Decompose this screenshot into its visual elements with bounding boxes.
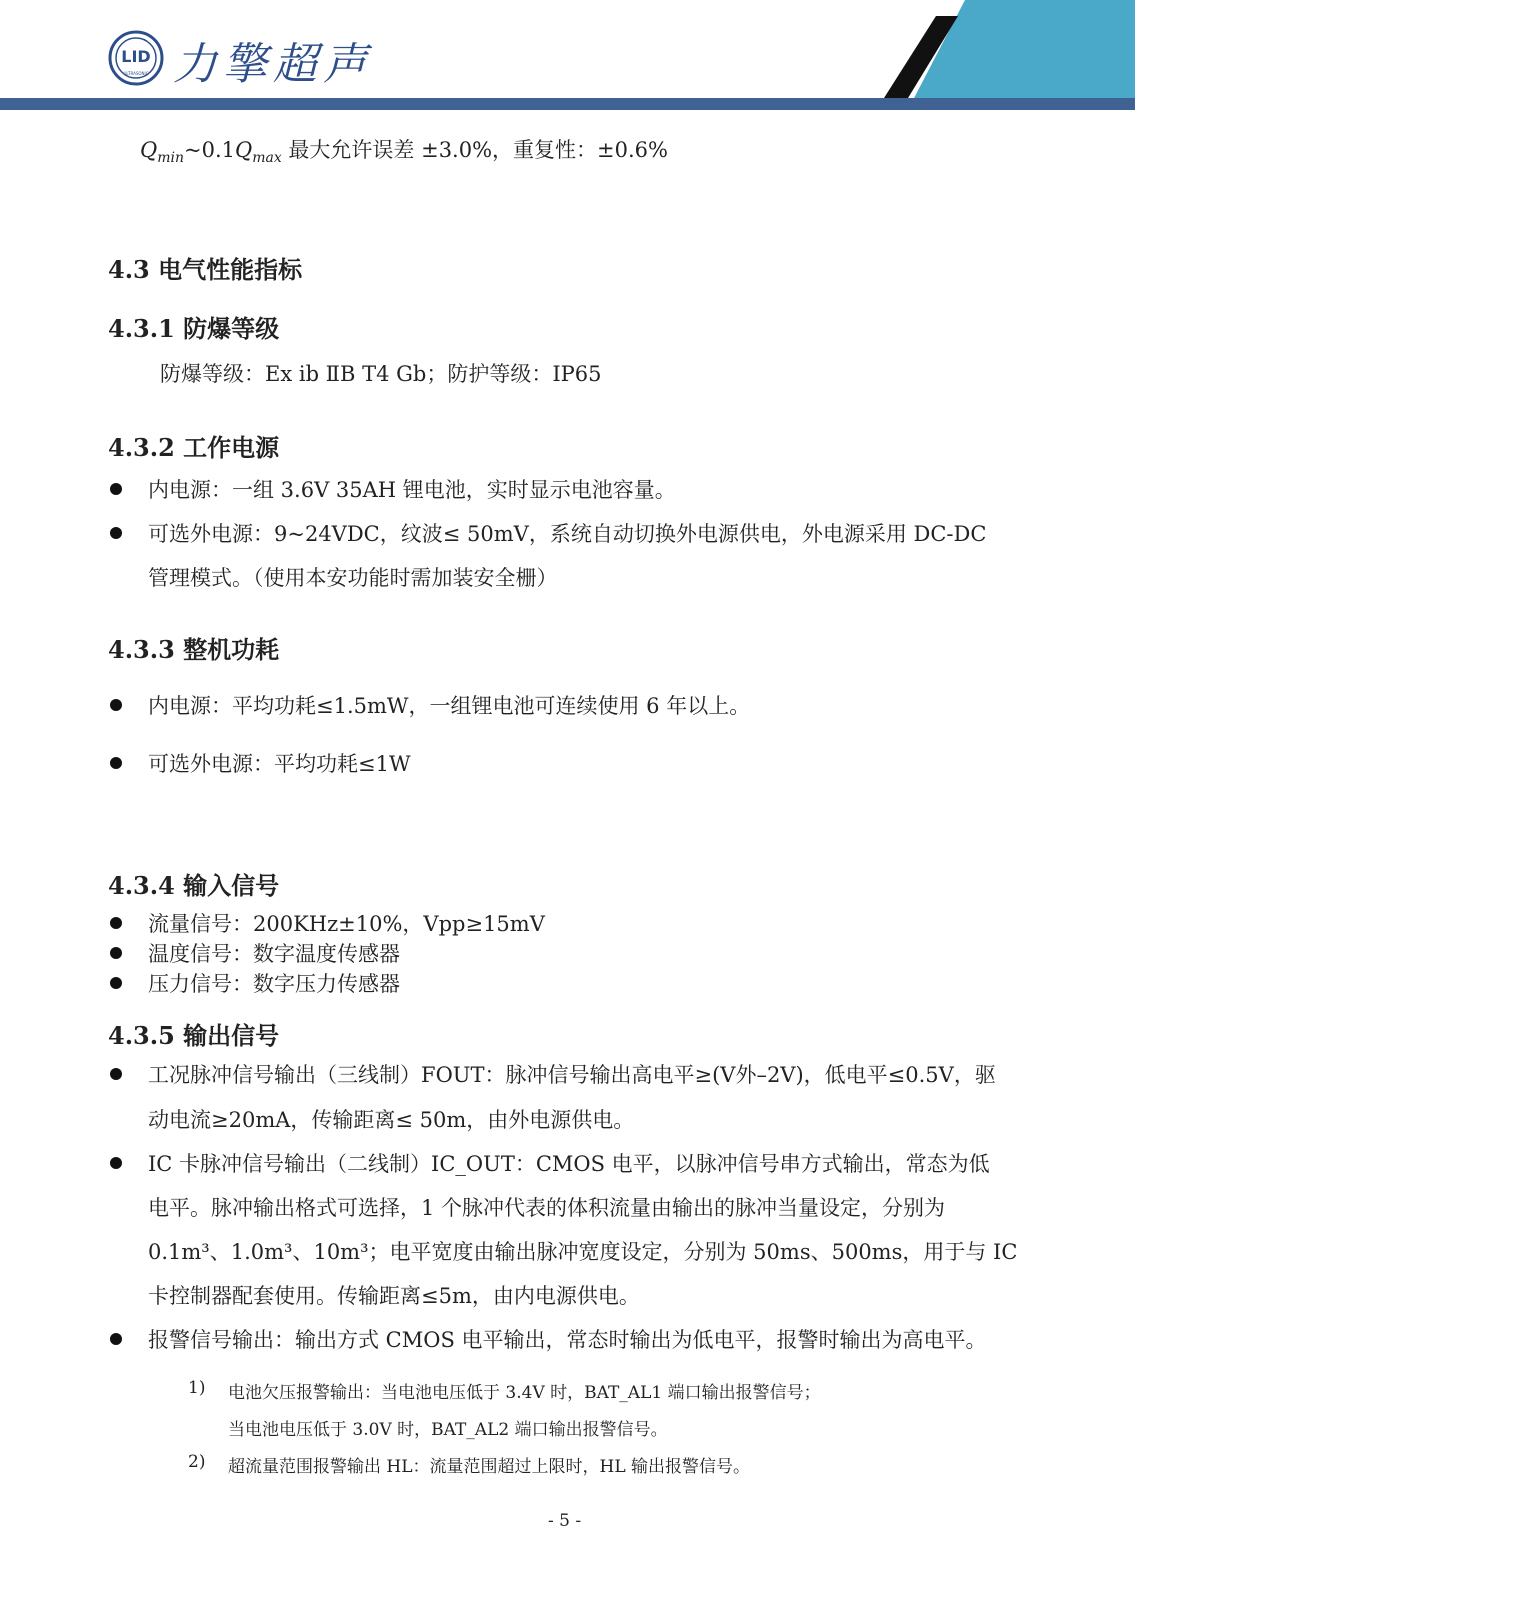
bullet-icon	[110, 1157, 122, 1169]
bullet-icon	[110, 527, 122, 539]
list-item: IC 卡脉冲信号输出（二线制）IC_OUT：CMOS 电平，以脉冲信号串方式输出，常态为低	[148, 1152, 990, 1176]
list-item: 报警信号输出：输出方式 CMOS 电平输出，常态时输出为低电平，报警时输出为高电平。	[148, 1328, 987, 1352]
explosion-grade-text: 防爆等级：Ex ib ⅡB T4 Gb；防护等级：IP65	[160, 362, 602, 386]
bullet-icon	[110, 699, 122, 711]
list-item-continuation: 管理模式。（使用本安功能时需加装安全栅）	[148, 566, 558, 590]
header-decoration	[0, 0, 1135, 112]
page-number: - 5 -	[548, 1511, 582, 1531]
bullet-icon	[110, 757, 122, 769]
brand-name: 力擎超声	[173, 39, 373, 90]
svg-text:ULTRASONIC: ULTRASONIC	[123, 71, 149, 76]
heading-4-3-5: 4.3.5 输出信号	[108, 1021, 280, 1050]
heading-4-3-1: 4.3.1 防爆等级	[108, 314, 280, 343]
bullet-icon	[110, 483, 122, 495]
company-logo-icon	[108, 30, 164, 86]
header-cyan-shape	[912, 0, 1135, 102]
bullet-icon	[110, 1333, 122, 1345]
list-item: 压力信号：数字压力传感器	[148, 972, 400, 996]
list-item-continuation: 0.1m³、1.0m³、10m³；电平宽度由输出脉冲宽度设定，分别为 50ms、500ms，用于与 IC	[148, 1240, 1018, 1264]
heading-4-3-3: 4.3.3 整机功耗	[108, 635, 280, 664]
formula-tilde: ~0.1	[184, 138, 235, 162]
alarm-item-text: 超流量范围报警输出 HL：流量范围超过上限时，HL 输出报警信号。	[228, 1457, 751, 1477]
bullet-icon	[110, 977, 122, 989]
formula-max-sub: max	[252, 150, 282, 167]
bullet-icon	[110, 1068, 122, 1080]
accuracy-formula	[140, 134, 668, 166]
header-bar	[0, 98, 1135, 110]
formula-q-min: Q	[140, 138, 158, 162]
list-item: 温度信号：数字温度传感器	[148, 942, 400, 966]
formula-text: 最大允许误差 ±3.0%，重复性：±0.6%	[281, 138, 668, 162]
svg-text:LID: LID	[121, 47, 151, 66]
list-item-continuation: 卡控制器配套使用。传输距离≤5m，由内电源供电。	[148, 1284, 640, 1308]
heading-4-3: 4.3 电气性能指标	[108, 255, 303, 284]
bullet-icon	[110, 947, 122, 959]
alarm-item-number: 2)	[188, 1452, 206, 1472]
formula-q-max: Q	[235, 138, 253, 162]
heading-4-3-2: 4.3.2 工作电源	[108, 433, 280, 462]
page-header	[0, 0, 1135, 112]
list-item: 工况脉冲信号输出（三线制）FOUT：脉冲信号输出高电平≥(V外–2V)，低电平≤0.5V，驱	[148, 1063, 996, 1087]
heading-4-3-4: 4.3.4 输入信号	[108, 871, 280, 900]
list-item: 内电源：平均功耗≤1.5mW，一组锂电池可连续使用 6 年以上。	[148, 694, 751, 718]
alarm-item-text: 电池欠压报警输出：当电池电压低于 3.4V 时，BAT_AL1 端口输出报警信号；	[228, 1383, 821, 1403]
list-item-continuation: 动电流≥20mA，传输距离≤ 50m，由外电源供电。	[148, 1108, 635, 1132]
alarm-item-number: 1)	[188, 1378, 206, 1398]
formula-min-sub: min	[157, 150, 184, 167]
list-item: 内电源：一组 3.6V 35AH 锂电池，实时显示电池容量。	[148, 478, 676, 502]
list-item: 可选外电源：9~24VDC，纹波≤ 50mV，系统自动切换外电源供电，外电源采用 DC-DC	[148, 522, 987, 546]
list-item-continuation: 电平。脉冲输出格式可选择，1 个脉冲代表的体积流量由输出的脉冲当量设定，分别为	[148, 1196, 946, 1220]
list-item: 可选外电源：平均功耗≤1W	[148, 752, 411, 776]
list-item: 流量信号：200KHz±10%，Vpp≥15mV	[148, 912, 545, 936]
alarm-item-text: 当电池电压低于 3.0V 时，BAT_AL2 端口输出报警信号。	[228, 1420, 668, 1440]
bullet-icon	[110, 917, 122, 929]
